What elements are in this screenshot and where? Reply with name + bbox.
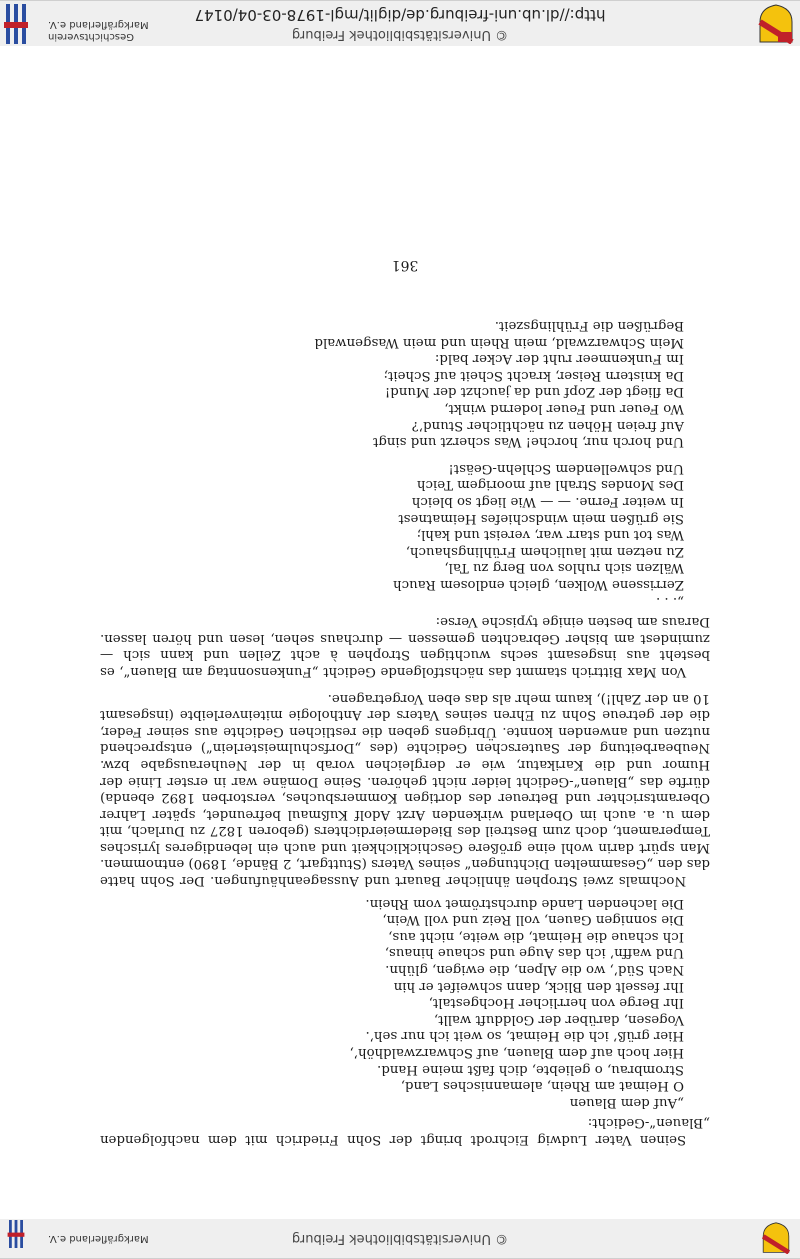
poem-line: Und horch nur, horche! Was scherzt und singt bbox=[372, 434, 684, 450]
poem-funkensonntag bbox=[100, 317, 684, 609]
scanned-page bbox=[0, 46, 800, 1219]
poem-line: Die lachenden Lande durchströmet vom Rhein. bbox=[365, 895, 684, 911]
society-name bbox=[48, 1232, 149, 1244]
society-line: Markgräflerland e.V. bbox=[48, 1233, 149, 1244]
poem-line: O Heimat am Rhein, alemannisches Land, bbox=[400, 1078, 684, 1094]
poem-line: Zerrissene Wolken, gleich endlosem Rauch bbox=[393, 577, 684, 592]
poem-line: Und waffn’ ich das Auge und schaue hinaus, bbox=[384, 945, 684, 961]
poem-line: Da knistern Reiser, kracht Scheit auf Scheit; bbox=[383, 367, 684, 383]
document-body bbox=[100, 311, 710, 1148]
poem-line: Hier grüß’ ich die Heimat, so weit ich nur seh’. bbox=[365, 1028, 684, 1044]
body-paragraph: Von Max Bittrich stammt das nächstfolgende Gedicht „Funkensonntag am Blauen“, es besteht aus insgesamt sechs wuchtigen Strophen à acht Zeilen und kann sich — zumindest am bisher Gebrachten gemessen — durchaus sehen, lesen und hören lassen. Daraus am besten einige typische Verse: bbox=[100, 614, 710, 679]
spacer bbox=[100, 449, 684, 459]
poem-line: Vogesen, darüber der Goldduft wallt, bbox=[433, 1011, 684, 1027]
poem-line: Sie grüßen mein windschiefes Heimatnest bbox=[398, 510, 684, 526]
coat-of-arms-icon bbox=[756, 1222, 796, 1254]
ub-freiburg-logo-icon bbox=[4, 1220, 28, 1248]
copyright-notice: © Universitätsbibliothek Freiburg bbox=[291, 27, 509, 42]
poem-line: Ich schaue die Heimat, die weite, nicht aus, bbox=[388, 928, 684, 944]
poem-line: Wo Feuer und Feuer lodernd winkt, bbox=[444, 401, 684, 417]
body-paragraph: Nochmals zwei Strophen ähnlicher Bauart und Aussageanhäufungen. Der Sohn hatte das den „Gesammelten Dichtungen“ seines Vaters (Stuttgart, 2 Bände, 1890) entnommen. Man spürt darin wohl eine größere Geschicklichkeit und auch ein lebendigeres lyrisches Temperament, doch zum Bestreil des Biedermeierdichters (geboren 1827 zu Durlach, mit dem u. a. auch im Oberland wirkenden Arzt Adolf Kußmaul befreundet, später Lahrer Oberamtsrichter und Betreuer des dortigen Kommersbuches, verstorben 1892 ebenda) dürfte das „Blauen“-Gedicht leider nicht gehören. Seine Domäne war in erster Linie der Humor und die Karikatur, wie er dergleichen vorab in der Neuherausgabe bzw. Neubearbeitung der Sauterschen Gedichte (des „Dorfschulmeisterlein“) entsprechend nutzen und anwenden konnte. Übrigens geben die restlichen Gedichte aus seiner Feder, die der getreue Sohn zu Ehren seines Vaters der Anthologie miteinverleibte (insgesamt 10 an der Zahl!), kaum mehr als das eben Vorgetragene. bbox=[100, 690, 710, 889]
viewer-bottom-bar bbox=[0, 1219, 800, 1259]
poem-title: „Auf dem Blauen bbox=[569, 1094, 684, 1110]
poem-line: Die sonnigen Gauen, voll Reiz und voll Wein, bbox=[382, 912, 684, 928]
poem-line: Ihr fesselt den Blick, dann schweifet er hin bbox=[393, 978, 684, 994]
poem-line: Da fliegt der Zopf und da jauchzt der Mund! bbox=[384, 384, 684, 400]
poem-line: Des Mondes Strahl auf moorigem Teich bbox=[416, 477, 684, 493]
spacer bbox=[100, 679, 710, 689]
poem-line: Wälzen sich ruhlos von Berg zu Tal, bbox=[444, 560, 684, 576]
poem-line: Ihr Berge von herrlicher Hochgestalt, bbox=[428, 995, 684, 1011]
poem-line: Und schwellendem Schlehn-Geäst! bbox=[448, 460, 684, 476]
poem-line: Mein Schwarzwald, mein Rhein und mein Wasgenwald bbox=[314, 334, 684, 350]
poem-line: Im Funkenmeer ruht der Acker bald: bbox=[434, 351, 684, 367]
poem-line: Strombrau, o geliebte, dich faßt meine Hand. bbox=[377, 1061, 684, 1077]
poem-line: Begrüßen die Frühlingszeit. bbox=[494, 318, 684, 334]
viewer-top-bar bbox=[0, 0, 800, 46]
ub-freiburg-logo-icon bbox=[4, 4, 28, 44]
poem-line: Nach Süd’, wo die Alpen, die ewigen, glühn. bbox=[385, 962, 684, 978]
poem-line: Zu netzen mit laulichem Frühlingshauch, bbox=[405, 543, 684, 559]
poem-line: Auf freien Höhen zu nächtlicher Stund’? bbox=[411, 417, 684, 433]
society-line: Geschichtsverein bbox=[48, 31, 134, 42]
poem-line: In weiter Ferne. — — Wie liegt so bleich bbox=[411, 494, 684, 510]
page-url-link[interactable]: http://dl.ub.uni-freiburg.de/diglit/mgl-1978-03-04/0147 bbox=[194, 6, 606, 24]
copyright-notice: © Universitätsbibliothek Freiburg bbox=[291, 1231, 509, 1246]
poem-line: Was tot und starr war, vereist und kahl; bbox=[416, 527, 684, 543]
page-number: 361 bbox=[391, 257, 419, 273]
coat-of-arms-icon bbox=[756, 4, 796, 44]
intro-paragraph: Seinen Vater Ludwig Eichrodt bringt der Sohn Friedrich mit dem nachfolgenden „Blauen“-Gedicht: bbox=[100, 1115, 710, 1147]
poem-blauen bbox=[100, 894, 684, 1110]
society-line: Markgräflerland e.V. bbox=[48, 19, 149, 30]
poem-line: Hier hoch auf dem Blauen, auf Schwarzwaldhöh’, bbox=[349, 1045, 684, 1061]
society-name bbox=[48, 18, 149, 42]
poem-line: „. . . bbox=[655, 593, 684, 609]
